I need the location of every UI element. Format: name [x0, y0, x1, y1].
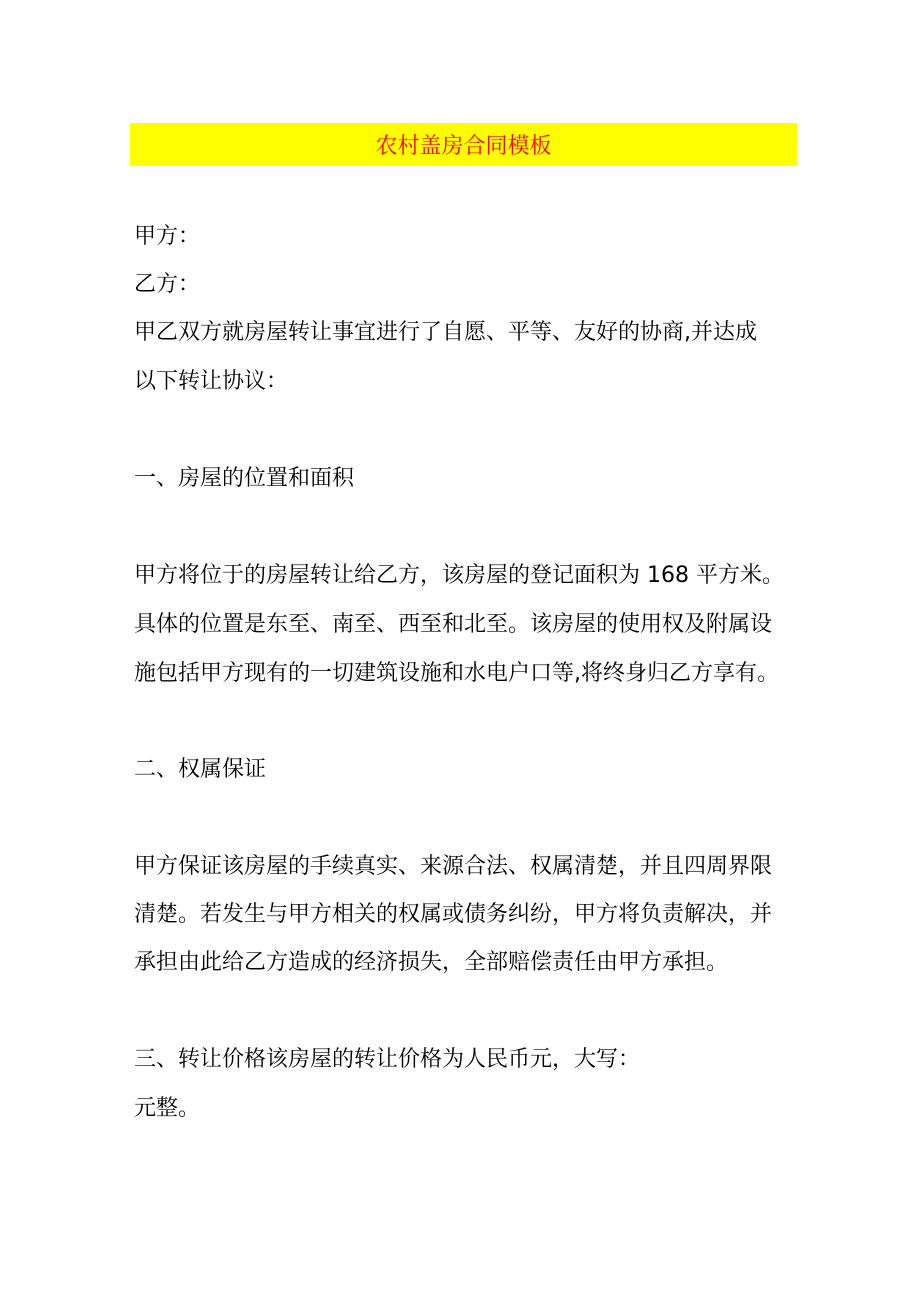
section-3-heading: 三、转让价格该房屋的转让价格为人民币元，大写：: [134, 1047, 641, 1072]
section-2-line-2: 清楚。若发生与甲方相关的权属或债务纠纷，甲方将负责解决，并: [134, 902, 773, 927]
party-b-label: 乙方：: [134, 272, 201, 297]
section-2-heading: 二、权属保证: [134, 757, 267, 782]
section-1-line-3: 施包括甲方现有的一切建筑设施和水电户口等,将终身归乙方享有。: [134, 661, 779, 686]
section-3-line-2: 元整。: [134, 1096, 201, 1121]
party-a-label: 甲方：: [134, 224, 201, 249]
section-2-line-3: 承担由此给乙方造成的经济损失，全部赔偿责任由甲方承担。: [134, 950, 729, 975]
section-1-line-2: 具体的位置是东至、南至、西至和北至。该房屋的使用权及附属设: [134, 612, 773, 637]
section-1-heading: 一、房屋的位置和面积: [134, 466, 355, 491]
section-1-line-1: 甲方将位于的房屋转让给乙方，该房屋的登记面积为 168 平方米。: [134, 563, 784, 588]
intro-line-2: 以下转让协议：: [134, 369, 289, 394]
intro-line-1: 甲乙双方就房屋转让事宜进行了自愿、平等、友好的协商,并达成: [134, 320, 757, 345]
section-2-line-1: 甲方保证该房屋的手续真实、来源合法、权属清楚，并且四周界限: [134, 854, 773, 879]
document-title: 农村盖房合同模板: [375, 134, 552, 159]
title-banner: [130, 123, 797, 166]
